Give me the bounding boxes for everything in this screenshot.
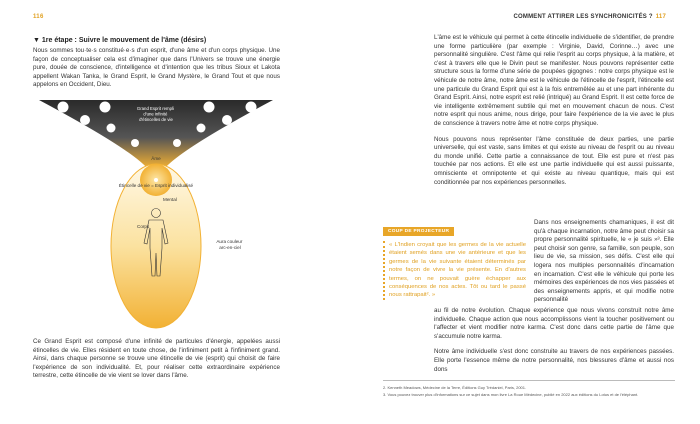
left-page-number: 116 [33,14,44,20]
body-label: Corps [137,224,150,229]
spotlight-callout [383,219,526,300]
soul-diagram [33,98,279,334]
footnote-3: 3. Vous pouvez trouver plus d'informations sur ce sujet dans mon livre La Roue Médecine, publié en 2022 aux éditions du Lotus et de l'éléphant. [383,391,639,397]
spark [58,102,69,113]
right-page [350,0,700,424]
paragraph-3-text: Dans nos enseignements chamaniques, il est dit qu'à chaque incarnation, notre âme peut choisir sa propre personnalité spirituelle, le « je suis »³. Elle peut choisir son genre, sa famille, son peuple, son lieu de vie, sa mission, ses défis. C'est elle qui logera nos multiples personnalités d'incarnation en incarnation. C'est elle le véhicule qui porte les mémoires des expériences de nos vies passées et des enseignements appris, et qui modifie notre personnalité [534,219,675,304]
intro-paragraph [33,47,280,97]
soul-label: Âme [151,156,161,161]
spark [246,102,257,113]
callout-quote: « L'Indien croyait que les germes de la vie actuelle étaient semés dans une vie antérieure et que les germes de la vie suivante étaient déterminés par notre façon de vivre la vie présente. En d'autres termes, on ne pouvait guère échapper aux conséquences de nos actes. Tôt ou tard le passé nous rattrapait². » [383,241,526,300]
right-column-bottom [434,307,674,381]
paragraph-1: L'âme est le véhicule qui permet à cette étincelle individuelle de s'identifier, de prendre une forme particulière (par exemple : Virginie, David, Corinne…) avec une personnalité singulière. C'est l'âme qui relie l'esprit au corps physique, à la matière, et c'est à travers elle que le Divin peut se manifester. Nous pouvons représenter cette structure sous la forme d'une série de poupées gigognes : notre corps physique est le véhicule de notre âme, notre âme est le véhicule de l'étincelle de l'esprit, l'étincelle est une particule du Grand Esprit qui est à la fois entremêlée au et une part inhérente du Grand Esprit. Ainsi, notre esprit est relié (intriqué) au Grand Esprit. Il est cette force de vie intelligente extrêmement subtile qui met en mouvement chacun de nous. C'est notre esprit qui nous anime, nous dirige, pour faire l'expérience de la vie avec le plus de conscience à travers notre âme et notre corps physique. [434,34,674,127]
closing-paragraph [33,338,280,388]
great-spirit-label: Grand Esprit rempli d'une infinité d'étincelles de vie [136,106,174,122]
spark [80,115,90,125]
paragraph-3 [534,219,674,312]
mental-label: Mental [163,197,177,202]
section-title: ▼ 1re étape : Suivre le mouvement de l'âme (désirs) [33,37,207,44]
spark [107,124,116,133]
right-column-top [434,34,674,194]
footnote-2: 2. Kenneth Meadows, Médecine de la Terre, Éditions Guy Trédaniel, Paris, 2001. [383,385,527,390]
spark [173,139,181,147]
footnotes [383,380,675,398]
spark-center [154,178,158,182]
spark [197,124,206,133]
spark [204,102,215,113]
paragraph-2: Nous pouvons nous représenter l'âme constituée de deux parties, une partie universelle, qui est vaste, sans limites et qui existe au niveau de l'esprit ou au niveau du monde unifié. Cette partie a connaissance de tout. Elle est pure et n'est pas touchée par nos actions. Et elle est une partie individuelle qui est aussi puissante, omnisciente et omnipotente et qui existe au niveau quantique, mais qui est conditionnée par nos expériences personnelles. [434,135,674,186]
spark [131,139,139,147]
right-page-number: 117 [655,14,666,20]
closing-text: Ce Grand Esprit est composé d'une infinité de particules d'énergie, appelées aussi étincelles de vie. Elles résident en toute chose, de l'infiniment petit à l'infiniment grand. Ainsi, dans chaque personne se trouve une étincelle de vie (esprit) qui choisit de faire l'expérience de son individualité. Et, pour réaliser cette extraordinaire expérience terrestre, cette étincelle de vie vient se lover dans l'âme. [33,338,280,380]
spark [222,115,232,125]
callout-tag: COUP DE PROJECTEUR [383,227,454,236]
aura-label: Aura couleur arc-en-ciel [216,239,243,250]
running-header [514,14,666,20]
header-title: COMMENT ATTIRER LES SYNCHRONICITÉS ? [513,14,653,20]
paragraph-4: Notre âme individuelle s'est donc construite au travers de nos expériences passées. Elle porte l'essence même de notre personnalité, nos blessures d'âme et aussi nos dons [434,348,674,373]
paragraph-3-cont: au fil de notre évolution. Chaque expérience que nous vivons construit notre âme individuelle. Chaque action que nous accomplissons vient la toucher positivement ou l'affecter et vient modifier notre karma. C'est donc dans cette partie de l'âme que s'accumule notre karma. [434,307,674,340]
spark-label: Étincelle de vie = Esprit individualisé [118,183,194,188]
spark [100,102,111,113]
intro-text: Nous sommes tou·te·s constitué·e·s d'un esprit, d'une âme et d'un corps physique. Une façon de conceptualiser cela est d'imaginer que dans l'Univers se trouve une énergie pure, douée de conscience, d'intelligence et d'intention que les tribus Sioux et Lakota appellent Wakan Tanka, le Grand Esprit, le Grand Mystère, le Grand Tout et que nous appelons en Occident, Dieu. [33,47,280,89]
